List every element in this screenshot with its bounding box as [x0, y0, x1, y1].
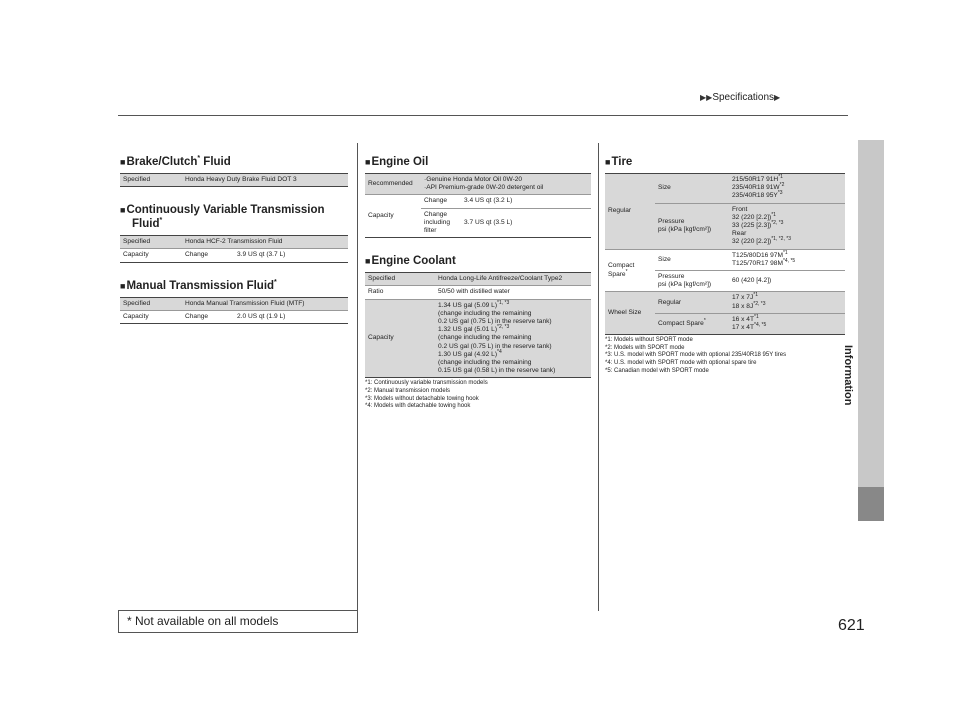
table-row: Specified Honda Heavy Duty Brake Fluid DOT 3 [120, 174, 348, 187]
table-row: Compact Spare* 16 x $4T^{*1}$ 17 x $4T^{*4, *5}$ [605, 313, 845, 334]
breadcrumb [700, 92, 780, 103]
page-number: 621 [838, 617, 865, 634]
breadcrumb-label: Specifications [712, 92, 775, 103]
mtf-table [120, 297, 348, 324]
column-left [120, 155, 348, 324]
side-tab [858, 140, 884, 520]
side-tab-marker [858, 487, 884, 521]
table-row: Specified Honda HCF-2 Transmission Fluid [120, 236, 348, 249]
table-row: Pressure psi (kPa [kgf/cm²]) 60 (420 [4.2]) [605, 271, 845, 292]
table-row: Ratio 50/50 with distilled water [365, 286, 591, 299]
table-row: Pressure psi (kPa [kgf/cm²]) Front 32 (220 [2.2])$^{*1}$ 33 (225 [2.3])$^{*2, *3}$ Rear 32 (220 [2.2])$^{*1, *2, *3}$ [605, 203, 845, 249]
column-divider [598, 143, 599, 611]
table-row: Regular Size 215/50R17 $91H^{*1}$ 235/40R18 $91W^{*2}$ 235/40R18 $95Y^{*3}$ [605, 174, 845, 204]
tire-table [605, 173, 845, 335]
table-row: Capacity Change 3.9 US qt (3.7 L) [120, 249, 348, 262]
oil-table [365, 173, 591, 238]
table-row: Capacity 1.34 US gal (5.09 L)$^{*1, *3}$ (change including the remaining 0.2 US gal (0.75 L) in the reserve tank) 1.32 US gal (5.01 L)$^{*2, *3}$ (change including the remaining 0.2 US gal (0.75 L) in the reserve tank) 1.30 US gal (4.92 L)$^{*4}$ (change including the remaining 0.15 US gal (0.58 L) in the reserve tank) [365, 299, 591, 378]
table-row: Wheel Size Regular 17 x $7J^{*1}$ 18 x $8J^{*2, *3}$ [605, 292, 845, 313]
arrow-icon: ▶ [774, 93, 781, 102]
coolant-table [365, 272, 591, 378]
brake-table [120, 173, 348, 187]
cvt-table [120, 235, 348, 262]
double-arrow-icon: ▶▶ [700, 93, 713, 102]
table-row: Compact Spare* Size T125/80D16 $97M^{*1}$ T125/70R17 $98M^{*4, *5}$ [605, 249, 845, 270]
side-tab-label: Information [842, 345, 854, 406]
tire-notes: *1: Models without SPORT mode *2: Models with SPORT mode *3: U.S. model with SPORT mode with optional 235/40R18 95Y tires *4: U.S. model with SPORT mode with optional spare tire *5: Canadian model with SPORT mode [605, 337, 787, 374]
section-title-oil: ■Engine Oil [365, 156, 429, 168]
table-row: Capacity Change 2.0 US qt (1.9 L) [120, 310, 348, 323]
column-middle [365, 155, 591, 411]
table-row: Specified Honda Manual Transmission Fluid (MTF) [120, 297, 348, 310]
footnote: * Not available on all models [118, 610, 358, 633]
section-title-tire: ■Tire [605, 156, 633, 168]
table-row: Capacity Change 3.4 US qt (3.2 L) [365, 195, 591, 208]
section-title-cvt: ■Continuously Variable Transmission Fluid* [120, 204, 325, 231]
table-row: Specified Honda Long-Life Antifreeze/Coolant Type2 [365, 273, 591, 286]
table-row: Change including filter 3.7 US qt (3.5 L) [424, 210, 513, 235]
table-row: Recommended ·Genuine Honda Motor Oil 0W-20 ·API Premium-grade 0W-20 detergent oil [365, 174, 591, 195]
section-title-brake: ■Brake/Clutch* Fluid [120, 155, 231, 168]
column-right [605, 155, 845, 375]
section-title-mtf: ■Manual Transmission Fluid* [120, 278, 277, 292]
header-rule [118, 115, 848, 116]
section-title-coolant: ■Engine Coolant [365, 255, 456, 268]
column-divider [357, 143, 358, 611]
coolant-notes: *1: Continuously variable transmission models *2: Manual transmission models *3: Models without detachable towing hook *4: Models with detachable towing hook [365, 380, 488, 410]
